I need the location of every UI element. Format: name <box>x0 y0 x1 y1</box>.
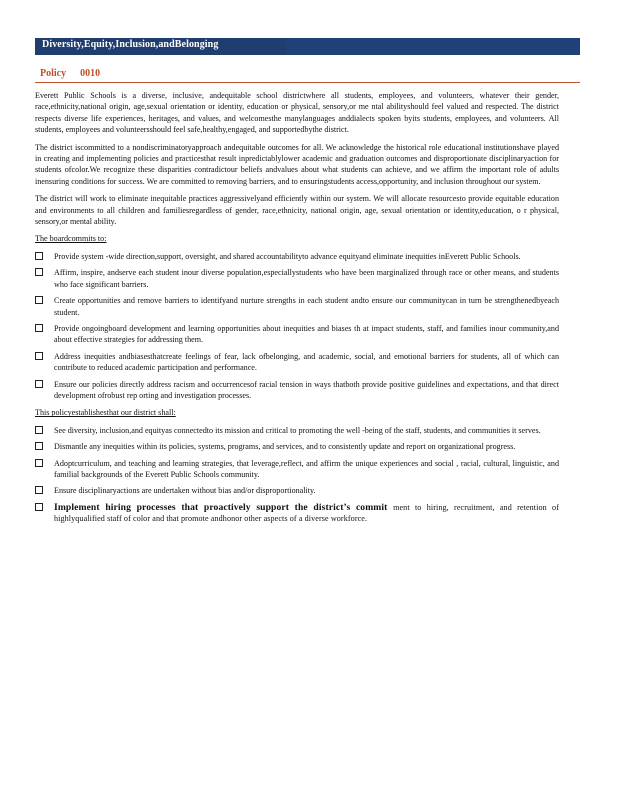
list-item <box>35 351 559 374</box>
list-item-text: Provide ongoingboard development and learning opportunities about inequities and biases th at impact students, staff, and families inour community,and about effective strategies for addressing them. <box>54 323 559 345</box>
list-item <box>35 485 559 496</box>
checkbox-bullet-icon <box>35 268 43 276</box>
policy-body <box>35 90 559 530</box>
list-item-text: Address inequities andbiasesthatcreate feelings of fear, lack ofbelonging, and academic, social, and emotional barriers for students, all of which can contribute to reduced academic participation and performance. <box>54 351 559 373</box>
list-item <box>35 502 559 525</box>
list-item-text: See diversity, inclusion,and equityas connectedto its mission and critical to promoting the well -being of the staff, students, and communities it serves. <box>54 425 541 435</box>
list-item <box>35 441 559 452</box>
list-item <box>35 323 559 346</box>
policy-label: Policy <box>40 68 67 79</box>
checkbox-bullet-icon <box>35 486 43 494</box>
policy-number: 0010 <box>80 68 101 79</box>
checkbox-bullet-icon <box>35 324 43 332</box>
checkbox-bullet-icon <box>35 459 43 467</box>
checkbox-bullet-icon <box>35 426 43 434</box>
policy-establishes-heading: This policyestablishesthat our district shall: <box>35 408 176 418</box>
list-item <box>35 458 559 481</box>
intro-paragraph: Everett Public Schools is a diverse, inclusive, andequitable school districtwhere all students, employees, and volunteers, whatever their gender, race,ethnicity,national origin, age,sexual orientation or identity, education or physical, sensory,or me ntal abilityshould feel valued and respected. The district respects diverse life experiences, heritages, and values, and welcomesthe manylanguages anddialects spoken byits students, employees, and volunteers. All students, employees and volunteersshould feel safe,healthy,engaged, and supportedbythe district. <box>35 91 559 135</box>
list-item-text: Dismantle any inequities within its policies, systems, programs, and services, and to consistently update and report on organizational progress. <box>54 442 516 452</box>
board-commitments-list <box>35 251 559 401</box>
document-title: Diversity,Equity,Inclusion,andBelonging <box>42 39 219 50</box>
list-item-text: Ensure our policies directly address racism and occurrencesof racial tension in ways thatboth provide positive guidelines and expectations, and that direct development ofrobust rep orting and investigation processes. <box>54 379 559 400</box>
list-item-text: ment to hiring, recruitment, and retention of highlyqualified staff of color and that promote andhonor other aspects of a diverse workforce. <box>54 502 559 524</box>
title-bar-shade <box>285 38 580 55</box>
commitment-paragraph: The district iscommitted to a nondiscriminatoryapproach andequitable outcomes for all. We acknowledge the historical role educational institutionshave played in creating and implementing policies and practicesthat result inpredictablylower academic and graduation outcomes and disproportionate disciplinaryaction for students ofcolor.We recognize these disparities contradictour beliefs andvalues about what students can achieve, and we affirm the important role of adults inensuring conditions for success. We are committed to removing barriers, and to ensuringstudents access,opportunity, and inclusion throughout our system. <box>35 142 559 186</box>
list-item <box>35 295 559 318</box>
header-rule <box>35 82 580 83</box>
list-item-text: Ensure disciplinaryactions are undertaken without bias and/or disproportionality. <box>54 486 316 496</box>
elimination-paragraph: The district will work to eliminate inequitable practices aggressivelyand efficiently within our system. We will allocate resourcesto provide equitable education and environments to all children and familiesregardless of gender, race,ethnicity, national origin, age, sexual orientation or identity,education, o r physical, sensory,or mental ability. <box>35 194 559 227</box>
checkbox-bullet-icon <box>35 252 43 260</box>
list-item <box>35 267 559 290</box>
list-item <box>35 379 559 402</box>
district-shall-list <box>35 425 559 525</box>
policy-number-line <box>40 68 114 79</box>
checkbox-bullet-icon <box>35 442 43 450</box>
list-item-text: Affirm, inspire, andserve each student inour diverse population,especiallystudents who have been marginalized through race or other means, and students who face significant barriers. <box>54 268 559 289</box>
board-commits-heading: The boardcommits to: <box>35 234 107 244</box>
list-item <box>35 425 559 436</box>
list-item <box>35 251 559 262</box>
list-item-text: Provide system -wide direction,support, oversight, and shared accountabilityto advance equityand eliminate inequities inEverett Public Schools. <box>54 251 521 261</box>
title-bar <box>35 38 580 55</box>
list-item-lead-text: Implement hiring processes that proactively support the district’s commit <box>54 501 388 513</box>
checkbox-bullet-icon <box>35 503 43 511</box>
checkbox-bullet-icon <box>35 352 43 360</box>
list-item-text: Adoptcurriculum, and teaching and learning strategies, that leverage,reflect, and affirm the unique experiences and social , racial, cultural, linguistic, and familial backgrounds of the Everett Public Schools community. <box>54 458 559 479</box>
checkbox-bullet-icon <box>35 380 43 388</box>
list-item-text: Create opportunities and remove barriers to identifyand nurture strengths in each student andto ensure our communitycan in turn be strengthenedbyeach student. <box>54 296 559 317</box>
checkbox-bullet-icon <box>35 296 43 304</box>
